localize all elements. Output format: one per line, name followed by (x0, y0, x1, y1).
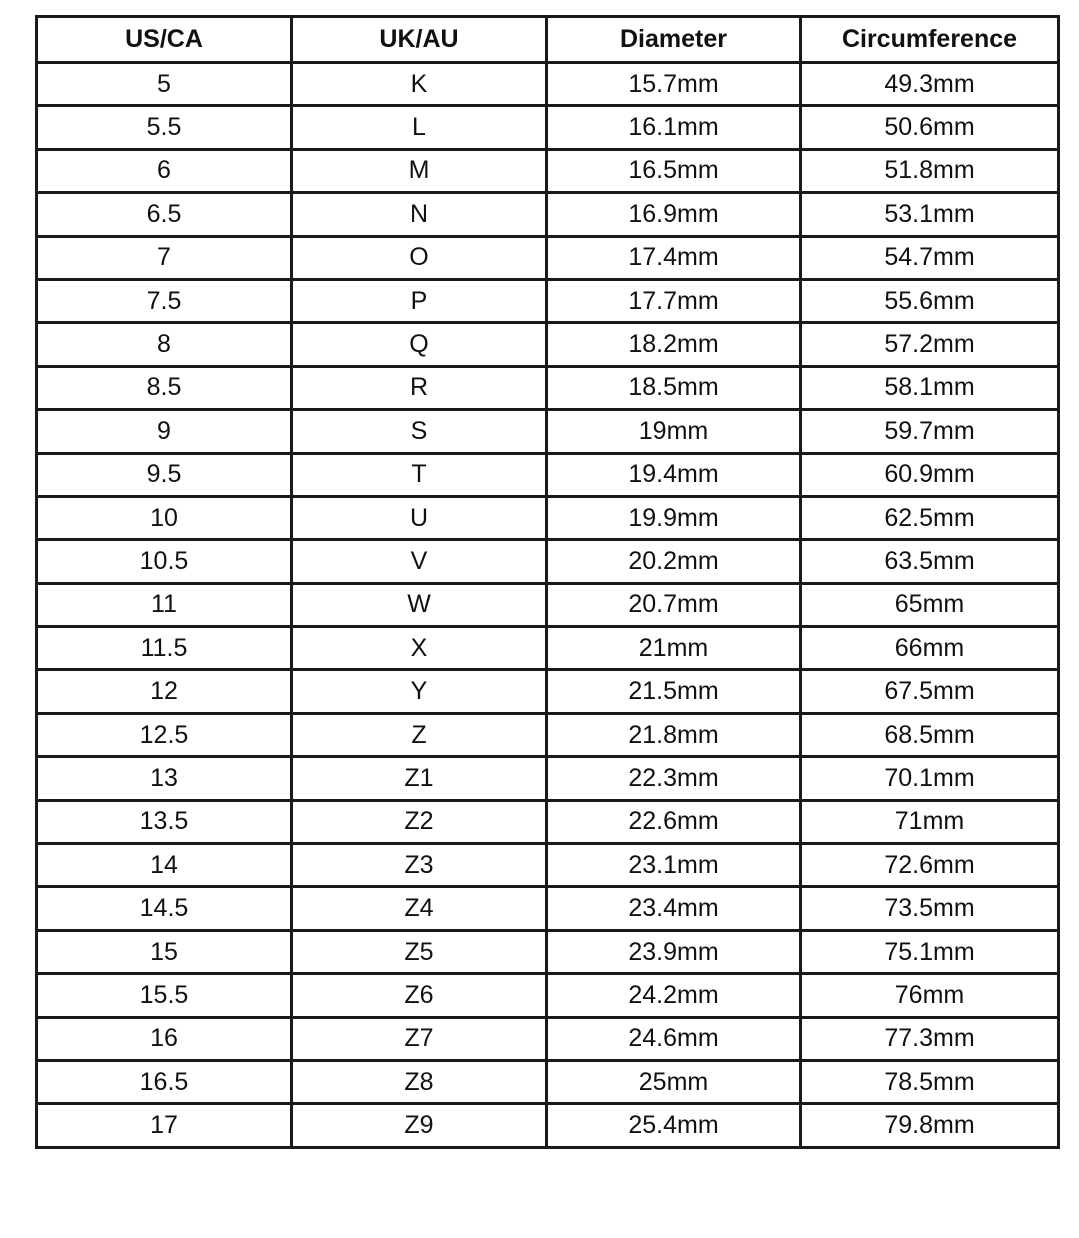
us-ca-cell: 16.5 (37, 1060, 292, 1103)
table-row (37, 930, 1059, 973)
diameter-cell: 21.8mm (547, 713, 801, 756)
circumference-cell: 70.1mm (801, 757, 1059, 800)
uk-au-cell: R (292, 366, 547, 409)
diameter-cell: 25.4mm (547, 1104, 801, 1147)
header-row (37, 17, 1059, 63)
circumference-cell: 76mm (801, 974, 1059, 1017)
diameter-cell: 18.5mm (547, 366, 801, 409)
us-ca-cell: 5.5 (37, 106, 292, 149)
diameter-cell: 23.9mm (547, 930, 801, 973)
circumference-cell: 72.6mm (801, 844, 1059, 887)
diameter-cell: 15.7mm (547, 63, 801, 106)
us-ca-cell: 9.5 (37, 453, 292, 496)
diameter-cell: 16.9mm (547, 193, 801, 236)
diameter-cell: 17.4mm (547, 236, 801, 279)
uk-au-cell: U (292, 496, 547, 539)
diameter-cell: 25mm (547, 1060, 801, 1103)
diameter-cell: 21mm (547, 627, 801, 670)
table-row (37, 193, 1059, 236)
circumference-cell: 78.5mm (801, 1060, 1059, 1103)
us-ca-cell: 5 (37, 63, 292, 106)
header-diameter: Diameter (547, 17, 801, 63)
table-row (37, 713, 1059, 756)
header-us-ca: US/CA (37, 17, 292, 63)
uk-au-cell: M (292, 149, 547, 192)
circumference-cell: 55.6mm (801, 279, 1059, 322)
table-row (37, 1104, 1059, 1147)
diameter-cell: 24.6mm (547, 1017, 801, 1060)
table-row (37, 974, 1059, 1017)
table-row (37, 453, 1059, 496)
table-row (37, 670, 1059, 713)
us-ca-cell: 15 (37, 930, 292, 973)
table-row (37, 1017, 1059, 1060)
circumference-cell: 66mm (801, 627, 1059, 670)
diameter-cell: 19mm (547, 410, 801, 453)
uk-au-cell: Z7 (292, 1017, 547, 1060)
circumference-cell: 68.5mm (801, 713, 1059, 756)
table-row (37, 323, 1059, 366)
circumference-cell: 60.9mm (801, 453, 1059, 496)
uk-au-cell: Y (292, 670, 547, 713)
uk-au-cell: O (292, 236, 547, 279)
uk-au-cell: S (292, 410, 547, 453)
header-uk-au: UK/AU (292, 17, 547, 63)
diameter-cell: 20.2mm (547, 540, 801, 583)
circumference-cell: 75.1mm (801, 930, 1059, 973)
us-ca-cell: 9 (37, 410, 292, 453)
table-row (37, 844, 1059, 887)
circumference-cell: 73.5mm (801, 887, 1059, 930)
uk-au-cell: P (292, 279, 547, 322)
diameter-cell: 16.5mm (547, 149, 801, 192)
circumference-cell: 63.5mm (801, 540, 1059, 583)
circumference-cell: 77.3mm (801, 1017, 1059, 1060)
us-ca-cell: 8.5 (37, 366, 292, 409)
circumference-cell: 57.2mm (801, 323, 1059, 366)
uk-au-cell: Z3 (292, 844, 547, 887)
diameter-cell: 18.2mm (547, 323, 801, 366)
ring-size-table (35, 15, 1060, 1149)
uk-au-cell: T (292, 453, 547, 496)
table-row (37, 627, 1059, 670)
uk-au-cell: L (292, 106, 547, 149)
diameter-cell: 19.4mm (547, 453, 801, 496)
diameter-cell: 22.3mm (547, 757, 801, 800)
table-row (37, 366, 1059, 409)
uk-au-cell: Z6 (292, 974, 547, 1017)
table-body (37, 63, 1059, 1148)
uk-au-cell: Z8 (292, 1060, 547, 1103)
circumference-cell: 50.6mm (801, 106, 1059, 149)
circumference-cell: 53.1mm (801, 193, 1059, 236)
uk-au-cell: Z (292, 713, 547, 756)
us-ca-cell: 13 (37, 757, 292, 800)
us-ca-cell: 12.5 (37, 713, 292, 756)
diameter-cell: 19.9mm (547, 496, 801, 539)
us-ca-cell: 6.5 (37, 193, 292, 236)
table-row (37, 757, 1059, 800)
circumference-cell: 59.7mm (801, 410, 1059, 453)
us-ca-cell: 7.5 (37, 279, 292, 322)
circumference-cell: 62.5mm (801, 496, 1059, 539)
table-row (37, 540, 1059, 583)
diameter-cell: 24.2mm (547, 974, 801, 1017)
us-ca-cell: 10 (37, 496, 292, 539)
uk-au-cell: X (292, 627, 547, 670)
circumference-cell: 65mm (801, 583, 1059, 626)
uk-au-cell: N (292, 193, 547, 236)
uk-au-cell: Z9 (292, 1104, 547, 1147)
circumference-cell: 51.8mm (801, 149, 1059, 192)
diameter-cell: 21.5mm (547, 670, 801, 713)
us-ca-cell: 12 (37, 670, 292, 713)
us-ca-cell: 6 (37, 149, 292, 192)
table-row (37, 410, 1059, 453)
diameter-cell: 16.1mm (547, 106, 801, 149)
us-ca-cell: 11.5 (37, 627, 292, 670)
uk-au-cell: Z1 (292, 757, 547, 800)
diameter-cell: 17.7mm (547, 279, 801, 322)
diameter-cell: 23.4mm (547, 887, 801, 930)
us-ca-cell: 8 (37, 323, 292, 366)
table-row (37, 63, 1059, 106)
uk-au-cell: Z4 (292, 887, 547, 930)
us-ca-cell: 17 (37, 1104, 292, 1147)
uk-au-cell: K (292, 63, 547, 106)
circumference-cell: 58.1mm (801, 366, 1059, 409)
table-row (37, 887, 1059, 930)
us-ca-cell: 13.5 (37, 800, 292, 843)
diameter-cell: 20.7mm (547, 583, 801, 626)
us-ca-cell: 16 (37, 1017, 292, 1060)
diameter-cell: 22.6mm (547, 800, 801, 843)
us-ca-cell: 10.5 (37, 540, 292, 583)
table-row (37, 800, 1059, 843)
circumference-cell: 71mm (801, 800, 1059, 843)
uk-au-cell: W (292, 583, 547, 626)
table-row (37, 279, 1059, 322)
uk-au-cell: Z5 (292, 930, 547, 973)
uk-au-cell: V (292, 540, 547, 583)
table-row (37, 106, 1059, 149)
circumference-cell: 54.7mm (801, 236, 1059, 279)
us-ca-cell: 15.5 (37, 974, 292, 1017)
table-row (37, 583, 1059, 626)
circumference-cell: 79.8mm (801, 1104, 1059, 1147)
table-row (37, 236, 1059, 279)
us-ca-cell: 11 (37, 583, 292, 626)
circumference-cell: 49.3mm (801, 63, 1059, 106)
header-circumference: Circumference (801, 17, 1059, 63)
us-ca-cell: 7 (37, 236, 292, 279)
circumference-cell: 67.5mm (801, 670, 1059, 713)
us-ca-cell: 14.5 (37, 887, 292, 930)
table-row (37, 496, 1059, 539)
uk-au-cell: Z2 (292, 800, 547, 843)
uk-au-cell: Q (292, 323, 547, 366)
diameter-cell: 23.1mm (547, 844, 801, 887)
table-row (37, 149, 1059, 192)
table-row (37, 1060, 1059, 1103)
us-ca-cell: 14 (37, 844, 292, 887)
